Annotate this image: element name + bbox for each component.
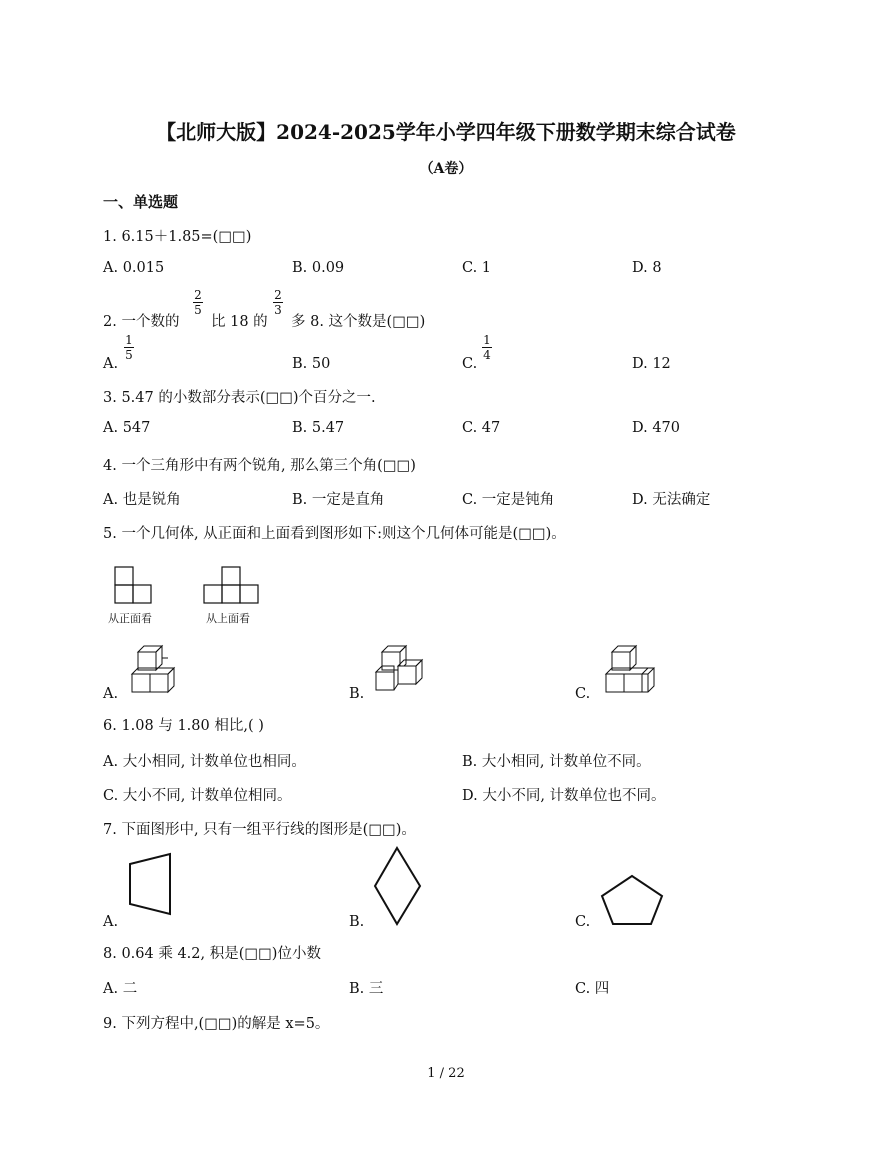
rhombus-shape [372, 846, 424, 928]
q4-option-a: A. 也是锐角 [103, 492, 181, 508]
trapezoid-shape [124, 852, 176, 918]
q6-option-a: A. 大小相同, 计数单位也相同。 [103, 754, 306, 770]
q8-option-b: B. 三 [349, 981, 384, 997]
q6-option-c: C. 大小不同, 计数单位相同。 [103, 788, 292, 804]
q5-option-a-cubes [130, 644, 180, 696]
q5-option-c-cubes [604, 646, 658, 696]
page-number: 1 / 22 [427, 1066, 465, 1081]
q2-option-c-fraction: 1 4 [483, 333, 491, 362]
q7-option-a: A. [103, 914, 119, 930]
q1-option-b: B. 0.09 [292, 260, 345, 276]
q7-option-c: C. [575, 914, 591, 930]
front-view-label: 从正面看 [108, 612, 152, 625]
q1-option-d: D. 8 [632, 260, 662, 276]
q1-option-c: C. 1 [462, 260, 492, 276]
q2-option-c: C. [462, 356, 478, 372]
q2-fraction-2: 2 3 [274, 288, 282, 317]
top-view-label: 从上面看 [206, 612, 250, 625]
q4-option-d: D. 无法确定 [632, 492, 711, 508]
q3-option-d: D. 470 [632, 420, 681, 436]
q5-option-c: C. [575, 686, 591, 702]
q2-option-a: A. [103, 356, 119, 372]
question-2-part-2: 比 18 的 [211, 314, 268, 330]
question-3: 3. 5.47 的小数部分表示(□□)个百分之一. [103, 390, 376, 406]
q8-option-a: A. 二 [103, 981, 138, 997]
question-2-part-1: 2. 一个数的 [103, 314, 180, 330]
q4-option-c: C. 一定是钝角 [462, 492, 555, 508]
page-subtitle: （A卷） [419, 161, 473, 177]
q5-option-b-cubes [374, 646, 430, 694]
q2-fraction-1: 2 5 [194, 288, 202, 317]
q6-option-b: B. 大小相同, 计数单位不同。 [462, 754, 651, 770]
question-9: 9. 下列方程中,(□□)的解是 x=5。 [103, 1016, 330, 1032]
top-view-figure [202, 566, 262, 604]
q3-option-a: A. 547 [103, 420, 151, 436]
question-7: 7. 下面图形中, 只有一组平行线的图形是(□□)。 [103, 822, 416, 838]
section-heading: 一、单选题 [103, 193, 179, 211]
q2-option-a-fraction: 1 5 [125, 333, 133, 362]
q3-option-b: B. 5.47 [292, 420, 345, 436]
question-6: 6. 1.08 与 1.80 相比,( ) [103, 718, 264, 734]
question-4: 4. 一个三角形中有两个锐角, 那么第三个角(□□) [103, 458, 416, 474]
q1-option-a: A. 0.015 [103, 260, 165, 276]
q2-option-d: D. 12 [632, 356, 671, 372]
question-1: 1. 6.15＋1.85=(□□) [103, 229, 252, 245]
question-5: 5. 一个几何体, 从正面和上面看到图形如下:则这个几何体可能是(□□)。 [103, 526, 566, 542]
front-view-figure [114, 566, 154, 604]
question-2-part-3: 多 8. 这个数是(□□) [291, 314, 426, 330]
pentagon-shape [598, 874, 666, 928]
q4-option-b: B. 一定是直角 [292, 492, 385, 508]
q5-option-a: A. [103, 686, 119, 702]
q3-option-c: C. 47 [462, 420, 501, 436]
page-title: 【北师大版】2024-2025学年小学四年级下册数学期末综合试卷 [156, 120, 736, 144]
q2-option-b: B. 50 [292, 356, 331, 372]
q7-option-b: B. [349, 914, 365, 930]
q5-option-b: B. [349, 686, 365, 702]
q6-option-d: D. 大小不同, 计数单位也不同。 [462, 788, 666, 804]
question-8: 8. 0.64 乘 4.2, 积是(□□)位小数 [103, 946, 321, 962]
q8-option-c: C. 四 [575, 981, 610, 997]
